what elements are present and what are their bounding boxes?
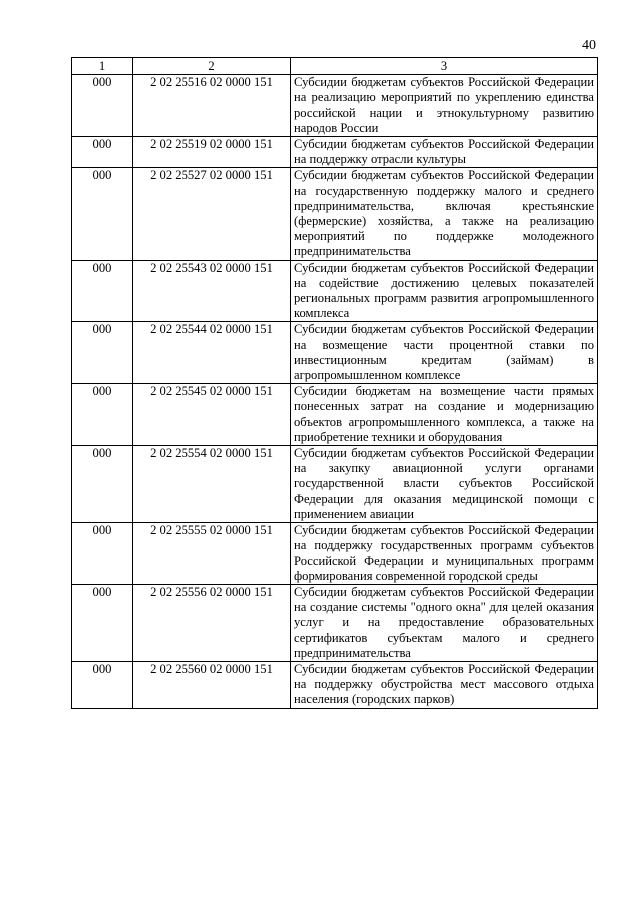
admin-code-cell: 000 xyxy=(72,661,133,708)
classification-code-cell: 2 02 25560 02 0000 151 xyxy=(133,661,291,708)
column-header-2: 2 xyxy=(133,58,291,75)
table-header-row xyxy=(72,58,598,75)
table-row xyxy=(72,322,598,384)
description-cell: Субсидии бюджетам субъектов Российской Федерации на государственную поддержку малого и среднего предпринимательства, включая крестьянские (фермерские) хозяйства, а также на реализацию мероприятий по поддержке молодежного предпринимательства xyxy=(291,168,598,260)
classification-code-cell: 2 02 25516 02 0000 151 xyxy=(133,75,291,137)
table-row xyxy=(72,75,598,137)
admin-code-cell: 000 xyxy=(72,75,133,137)
admin-code-cell: 000 xyxy=(72,523,133,585)
description-cell: Субсидии бюджетам субъектов Российской Федерации на реализацию мероприятий по укреплению единства российской нации и этнокультурному развитию народов России xyxy=(291,75,598,137)
classification-code-cell: 2 02 25519 02 0000 151 xyxy=(133,137,291,168)
description-cell: Субсидии бюджетам субъектов Российской Федерации на поддержку отрасли культуры xyxy=(291,137,598,168)
admin-code-cell: 000 xyxy=(72,137,133,168)
table-row xyxy=(72,661,598,708)
budget-classification-table xyxy=(71,57,598,709)
classification-code-cell: 2 02 25544 02 0000 151 xyxy=(133,322,291,384)
description-cell: Субсидии бюджетам субъектов Российской Федерации на поддержку государственных программ субъектов Российской Федерации и муниципальных программ формирования современной городской среды xyxy=(291,523,598,585)
table-row xyxy=(72,584,598,661)
description-cell: Субсидии бюджетам субъектов Российской Федерации на закупку авиационной услуги органами государственной власти субъектов Российской Федерации для оказания медицинской помощи с применением авиации xyxy=(291,446,598,523)
admin-code-cell: 000 xyxy=(72,584,133,661)
admin-code-cell: 000 xyxy=(72,260,133,322)
admin-code-cell: 000 xyxy=(72,168,133,260)
admin-code-cell: 000 xyxy=(72,446,133,523)
description-cell: Субсидии бюджетам субъектов Российской Федерации на содействие достижению целевых показателей региональных программ развития агропромышленного комплекса xyxy=(291,260,598,322)
description-cell: Субсидии бюджетам субъектов Российской Федерации на возмещение части процентной ставки по инвестиционным кредитам (займам) в агропромышленном комплексе xyxy=(291,322,598,384)
classification-code-cell: 2 02 25545 02 0000 151 xyxy=(133,384,291,446)
description-cell: Субсидии бюджетам субъектов Российской Федерации на создание системы "одного окна" для целей оказания услуг и на предоставление образовательных сертификатов субъектам малого и среднего предпринимательства xyxy=(291,584,598,661)
column-header-3: 3 xyxy=(291,58,598,75)
table-row xyxy=(72,446,598,523)
classification-code-cell: 2 02 25555 02 0000 151 xyxy=(133,523,291,585)
description-cell: Субсидии бюджетам субъектов Российской Федерации на поддержку обустройства мест массового отдыха населения (городских парков) xyxy=(291,661,598,708)
classification-code-cell: 2 02 25543 02 0000 151 xyxy=(133,260,291,322)
table-row xyxy=(72,168,598,260)
table-row xyxy=(72,384,598,446)
table-row xyxy=(72,260,598,322)
column-header-1: 1 xyxy=(72,58,133,75)
classification-code-cell: 2 02 25554 02 0000 151 xyxy=(133,446,291,523)
admin-code-cell: 000 xyxy=(72,322,133,384)
table-row xyxy=(72,137,598,168)
description-cell: Субсидии бюджетам на возмещение части прямых понесенных затрат на создание и модернизацию объектов агропромышленного комплекса, а также на приобретение техники и оборудования xyxy=(291,384,598,446)
classification-code-cell: 2 02 25527 02 0000 151 xyxy=(133,168,291,260)
classification-code-cell: 2 02 25556 02 0000 151 xyxy=(133,584,291,661)
admin-code-cell: 000 xyxy=(72,384,133,446)
page-number: 40 xyxy=(582,38,596,53)
table-row xyxy=(72,523,598,585)
